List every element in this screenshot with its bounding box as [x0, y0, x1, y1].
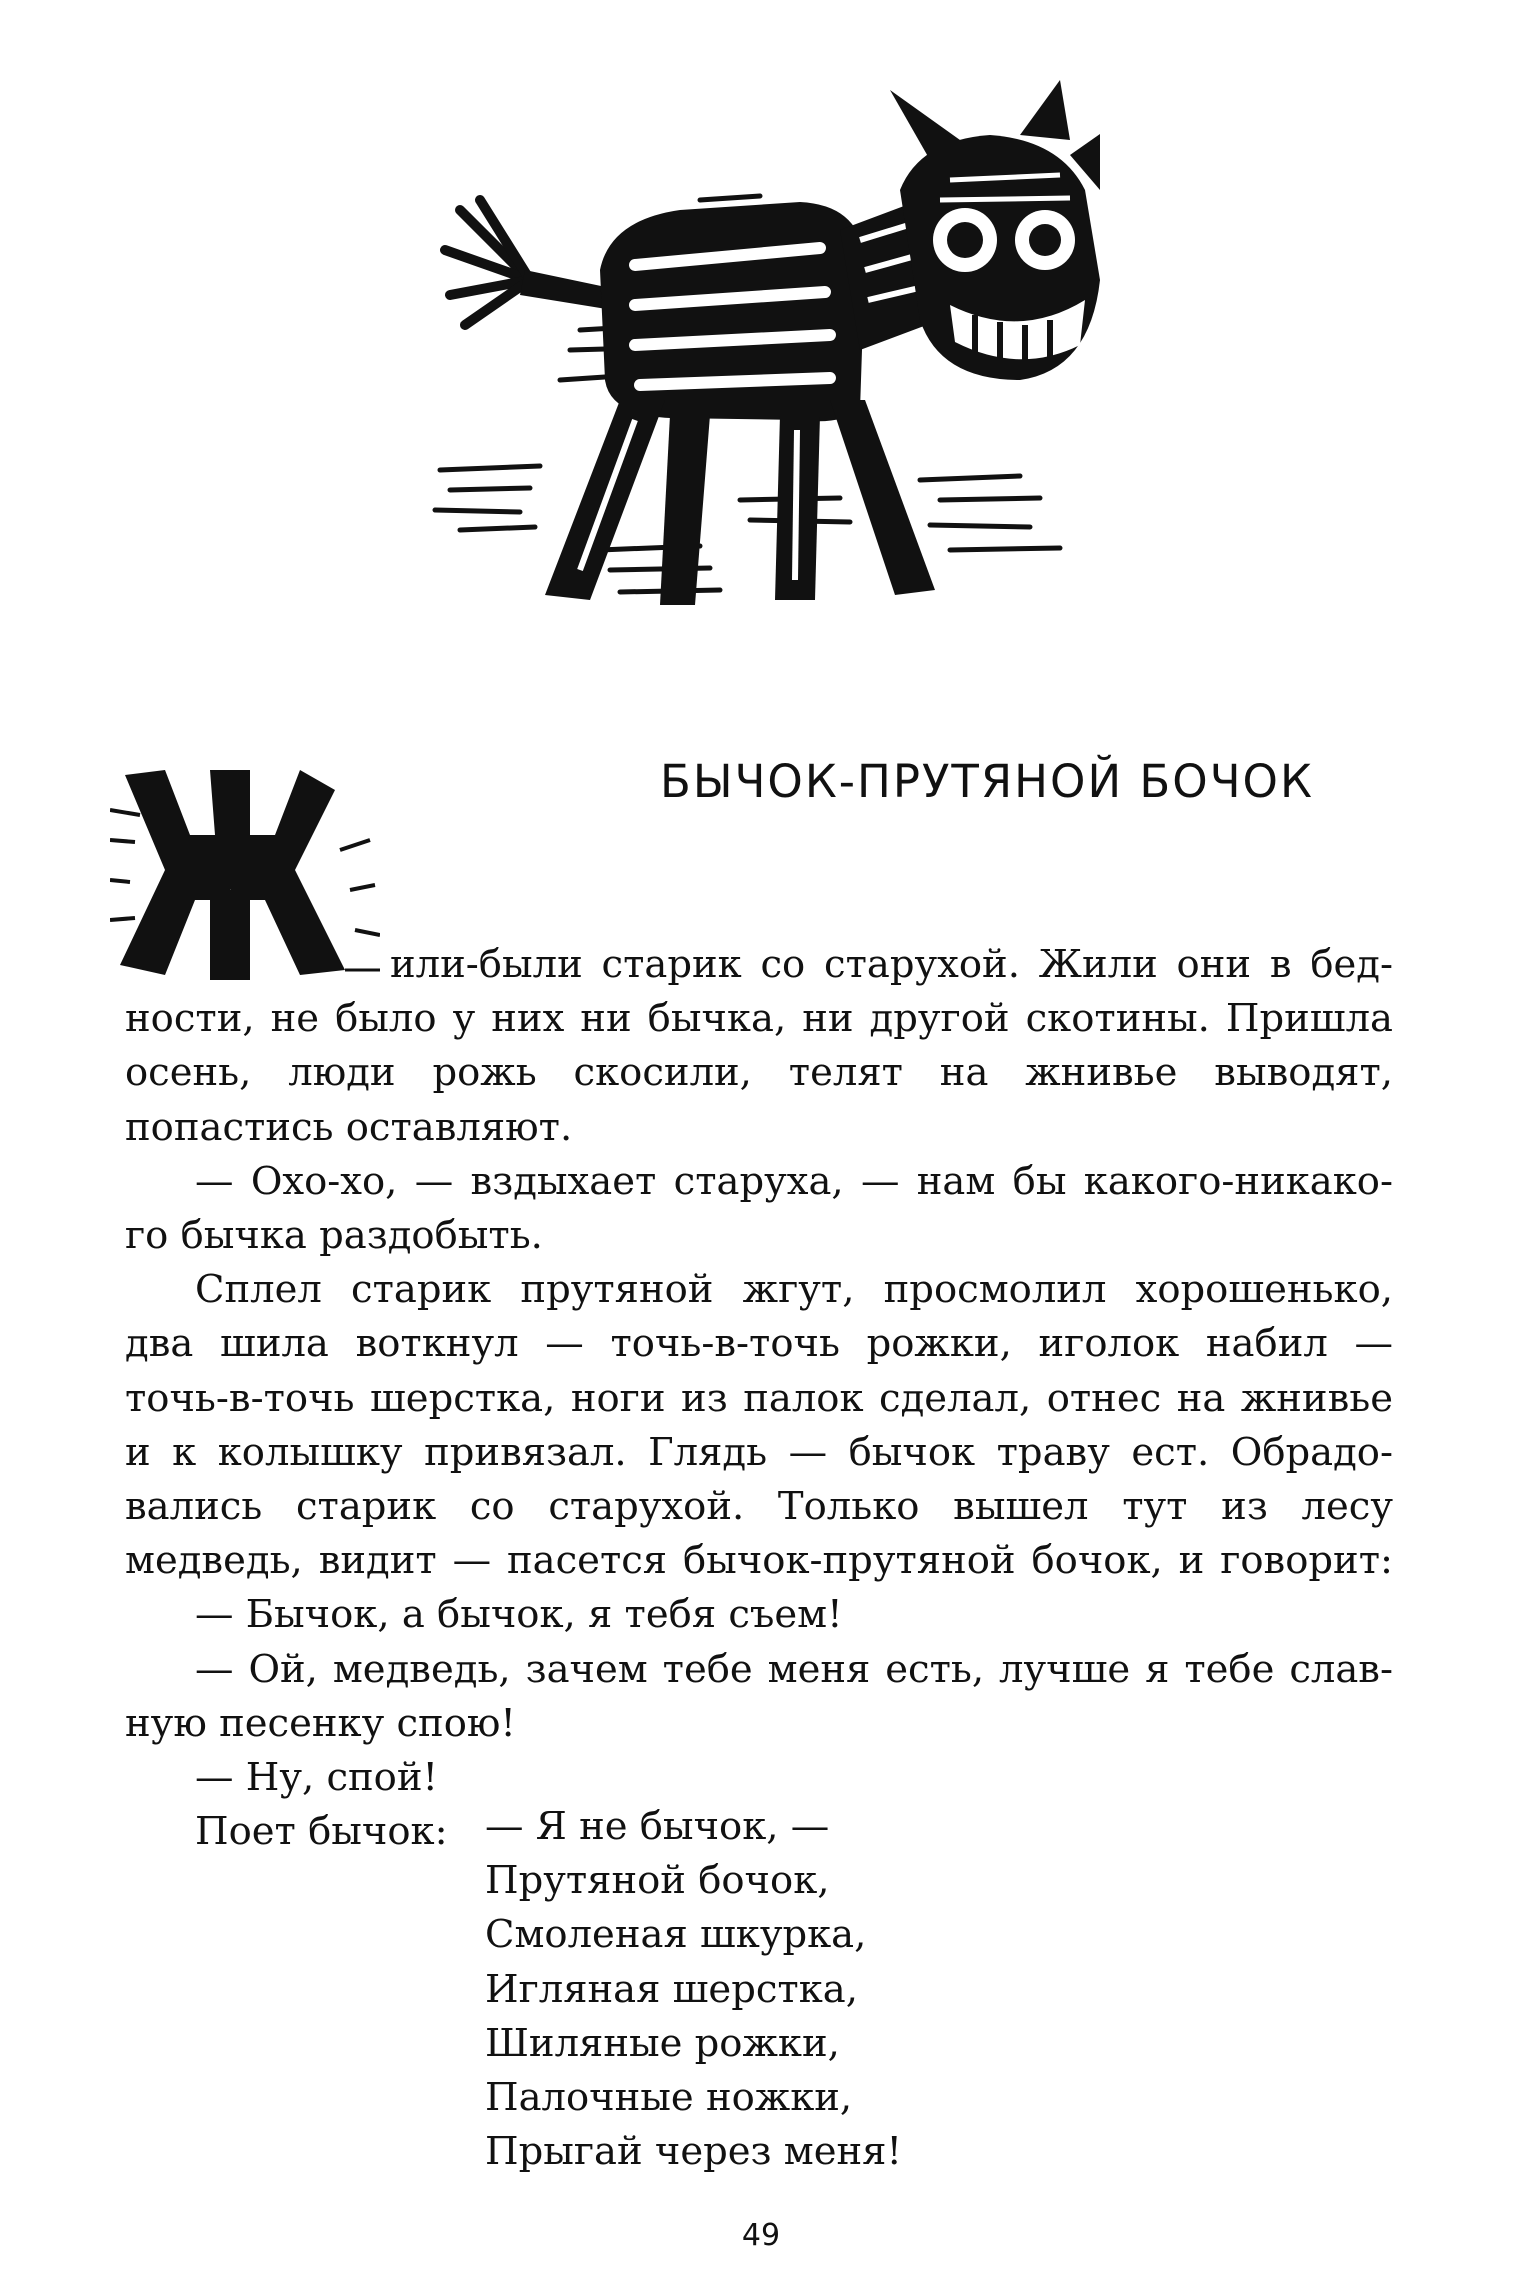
- text-line: и к колышку привязал. Глядь — бычок траву ест. Обрадо-: [125, 1429, 1393, 1475]
- woodcut-bull-illustration: [420, 80, 1100, 620]
- text-line: — Охо-хо, — вздыхает старуха, — нам бы какого-никако-: [195, 1158, 1393, 1204]
- verse-line: Прутяной бочок,: [485, 1858, 830, 1904]
- text-line: Сплел старик прутяной жгут, просмолил хорошенько,: [195, 1267, 1393, 1313]
- verse-line: Палочные ножки,: [485, 2075, 853, 2121]
- text-line: осень, люди рожь скосили, телят на жнивье выводят,: [125, 1050, 1393, 1096]
- verse-line: Игляная шерстка,: [485, 1966, 858, 2012]
- dropcap-letter: Ж: [230, 890, 232, 891]
- verse-line: — Я не бычок, —: [485, 1804, 830, 1849]
- song-verse: [485, 1800, 1005, 2179]
- text-line: Поет бычок:: [195, 1809, 448, 1855]
- text-line: — Бычок, а бычок, я тебя съем!: [195, 1592, 843, 1638]
- page-title: БЫЧОК-ПРУТЯНОЙ БОЧОК: [660, 755, 1314, 808]
- text-line: или-были старик со старухой. Жили они в бед-: [390, 942, 1393, 987]
- text-line: попастись оставляют.: [125, 1104, 573, 1150]
- verse-line: Шиляные рожки,: [485, 2020, 840, 2066]
- page-number: 49: [741, 2218, 781, 2253]
- story-text: [125, 938, 1393, 1859]
- text-line: медведь, видит — пасется бычок-прутяной бочок, и говорит:: [125, 1538, 1393, 1584]
- text-line: — Ой, медведь, зачем тебе меня есть, лучше я тебе слав-: [195, 1646, 1393, 1692]
- text-line: ную песенку спою!: [125, 1700, 516, 1746]
- text-line: — Ну, спой!: [195, 1755, 438, 1801]
- verse-line: Прыгай через меня!: [485, 2129, 902, 2175]
- text-line: го бычка раздобыть.: [125, 1213, 543, 1259]
- text-line: ности, не было у них ни бычка, ни другой скотины. Пришла: [125, 996, 1393, 1042]
- verse-line: Смоленая шкурка,: [485, 1912, 867, 1958]
- text-line: точь-в-точь шерстка, ноги из палок сделал, отнес на жнивье: [125, 1375, 1393, 1421]
- text-line: вались старик со старухой. Только вышел тут из лесу: [125, 1484, 1393, 1530]
- text-line: два шила воткнул — точь-в-точь рожки, иголок набил —: [125, 1321, 1393, 1367]
